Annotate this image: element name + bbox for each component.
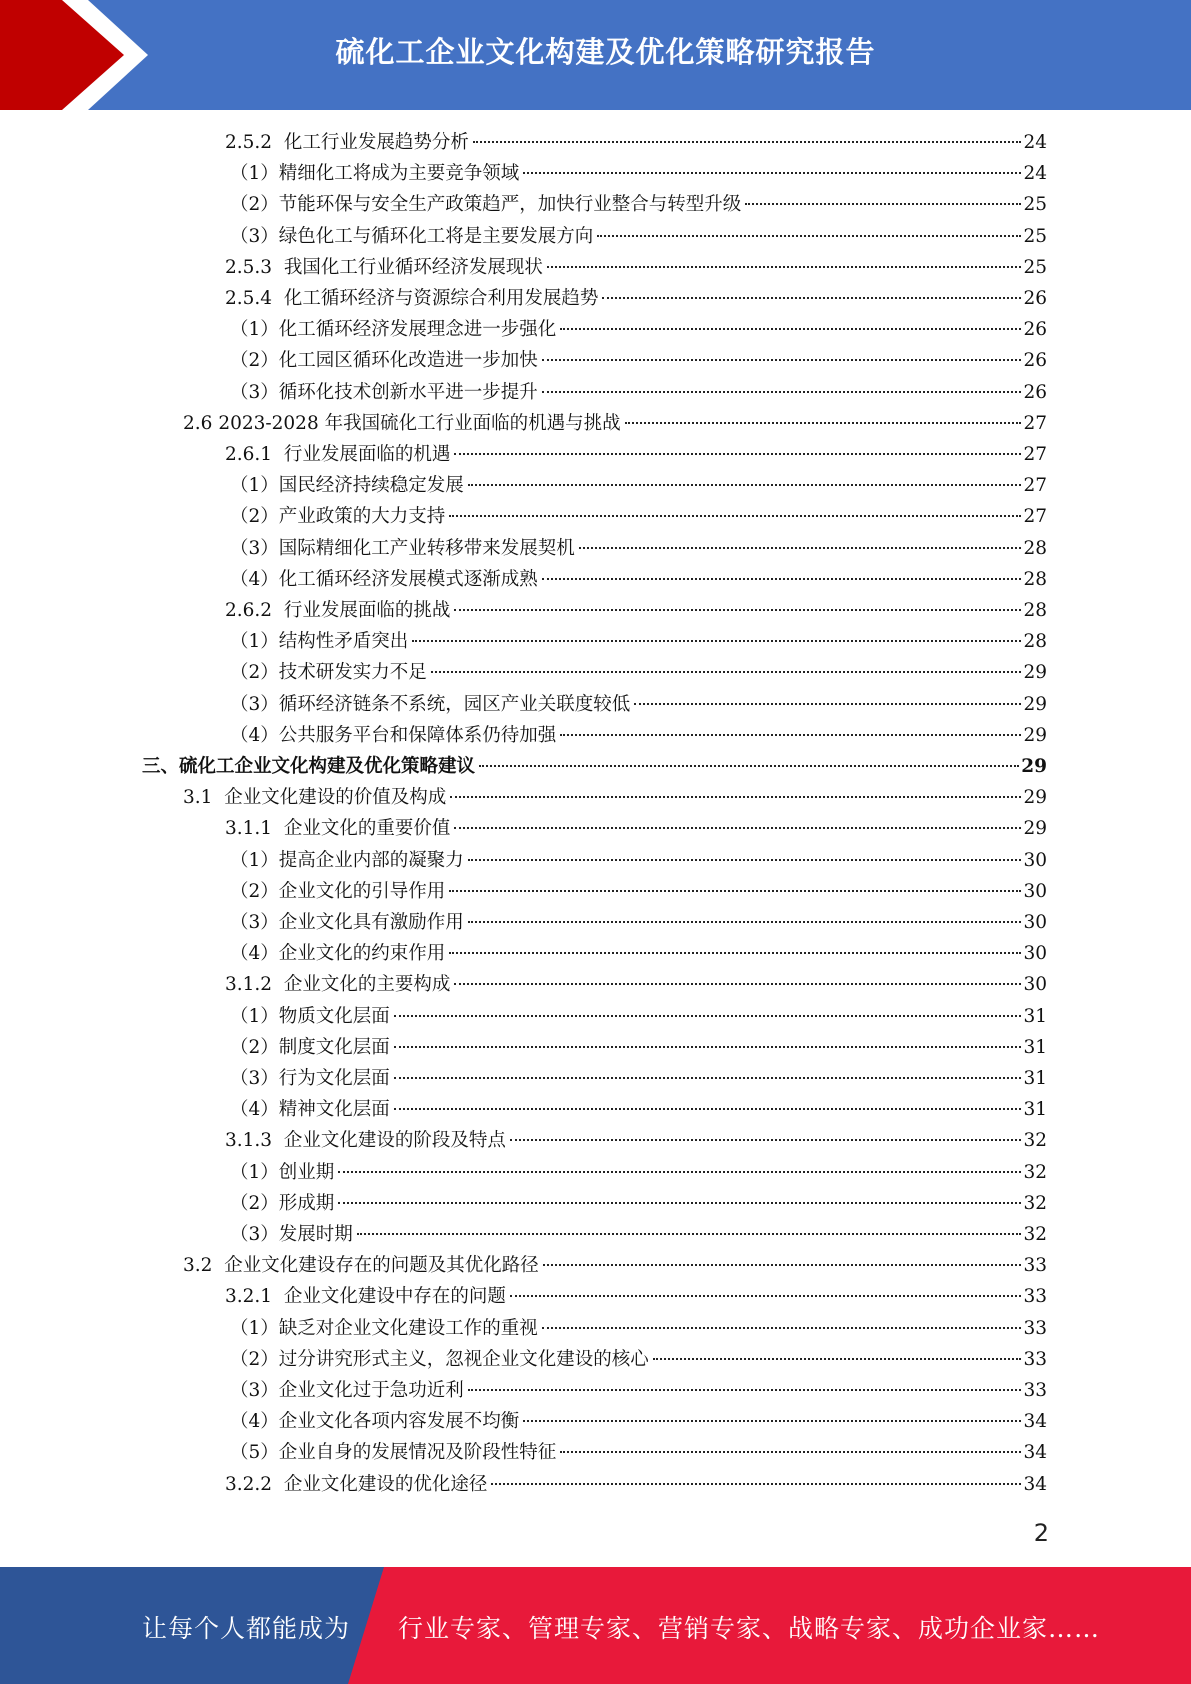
toc-entry[interactable] <box>225 252 1047 283</box>
toc-entry-title: 企业文化建设的价值及构成 <box>224 787 447 809</box>
toc-entry-title: 企业文化过于急功近利 <box>278 1380 464 1401</box>
toc-entry-page: 29 <box>1023 724 1047 746</box>
toc-entry-page: 33 <box>1023 1255 1047 1277</box>
toc-dot-leader <box>745 203 1021 205</box>
toc-entry-title: 精细化工将成为主要竞争领域 <box>278 163 520 185</box>
toc-entry[interactable] <box>225 1469 1047 1500</box>
toc-dot-leader <box>394 1046 1022 1048</box>
toc-entry-number: 2.6 <box>183 412 219 434</box>
toc-dot-leader <box>560 1451 1021 1453</box>
toc-entry[interactable] <box>225 1125 1047 1156</box>
toc-entry-title: 企业文化具有激励作用 <box>278 912 464 933</box>
toc-dot-leader <box>479 765 1019 767</box>
toc-dot-leader <box>394 1015 1022 1017</box>
toc-dot-leader <box>394 1108 1022 1110</box>
toc-entry[interactable] <box>230 1344 1047 1375</box>
toc-entry-number: （4） <box>230 1099 279 1121</box>
toc-entry-page: 29 <box>1023 818 1047 840</box>
toc-entry-title: 化工循环经济发展模式逐渐成熟 <box>278 568 538 590</box>
toc-entry-number: （3） <box>230 912 279 933</box>
toc-dot-leader <box>431 671 1022 673</box>
toc-entry-number: 3.1 <box>183 787 225 809</box>
toc-entry-number: （2） <box>230 1192 279 1214</box>
toc-entry-page: 31 <box>1023 1099 1047 1121</box>
toc-entry-title: 缺乏对企业文化建设工作的重视 <box>278 1317 538 1339</box>
toc-entry-title: 企业文化的重要价值 <box>283 818 451 840</box>
toc-dot-leader <box>542 391 1022 393</box>
toc-entry-number: （2） <box>230 1348 279 1370</box>
toc-dot-leader <box>473 141 1022 143</box>
toc-entry-page: 28 <box>1023 600 1047 621</box>
toc-entry-page: 28 <box>1023 631 1047 653</box>
toc-entry-number: 3.1.1 <box>225 818 284 840</box>
toc-entry-page: 24 <box>1023 132 1047 153</box>
toc-entry[interactable] <box>230 876 1047 907</box>
toc-entry-title: 化工循环经济与资源综合利用发展趋势 <box>283 288 599 309</box>
toc-dot-leader <box>357 1233 1022 1235</box>
toc-dot-leader <box>510 1139 1022 1141</box>
toc-dot-leader <box>543 1264 1022 1266</box>
toc-entry-page: 32 <box>1023 1224 1047 1245</box>
toc-entry[interactable] <box>230 907 1047 938</box>
toc-entry-number: 3.2.1 <box>225 1286 284 1308</box>
toc-entry[interactable] <box>230 1157 1047 1188</box>
toc-entry-page: 30 <box>1023 912 1047 933</box>
toc-entry-title: 企业自身的发展情况及阶段性特征 <box>278 1442 557 1464</box>
toc-dot-leader <box>542 359 1022 361</box>
toc-entry[interactable] <box>230 158 1047 189</box>
toc-entry-number: 三、 <box>142 756 180 777</box>
toc-entry-page: 31 <box>1023 1068 1047 1089</box>
toc-entry-page: 29 <box>1023 787 1047 809</box>
toc-entry-page: 31 <box>1023 1005 1047 1027</box>
toc-entry[interactable] <box>225 595 1047 626</box>
toc-dot-leader <box>547 266 1022 268</box>
toc-entry-page: 30 <box>1023 974 1047 996</box>
toc-entry-number: （3） <box>230 1380 279 1401</box>
toc-entry-title: 产业政策的大力支持 <box>278 506 446 528</box>
toc-entry[interactable] <box>183 408 1047 439</box>
toc-dot-leader <box>450 796 1021 798</box>
toc-dot-leader <box>412 640 1021 642</box>
toc-entry-number: （2） <box>230 506 279 528</box>
toc-dot-leader <box>510 1295 1022 1297</box>
toc-entry-number: 2.5.2 <box>225 132 284 153</box>
toc-entry-title: 化工园区循环化改造进一步加快 <box>278 350 538 372</box>
page-number: 2 <box>1033 1519 1049 1547</box>
toc-entry-page: 25 <box>1023 194 1047 216</box>
toc-entry[interactable] <box>225 283 1047 314</box>
toc-entry-number: 2.5.4 <box>225 288 284 309</box>
toc-entry-number: （4） <box>230 1411 279 1433</box>
toc-entry-page: 28 <box>1023 568 1047 590</box>
toc-dot-leader <box>602 297 1021 299</box>
toc-entry-number: （3） <box>230 1068 279 1089</box>
toc-dot-leader <box>338 1202 1021 1204</box>
toc-entry-number: （3） <box>230 381 279 403</box>
toc-entry-page: 29 <box>1023 662 1047 684</box>
toc-dot-leader <box>468 1389 1022 1391</box>
toc-entry-title: 精神文化层面 <box>278 1099 390 1121</box>
toc-entry-page: 33 <box>1023 1317 1047 1339</box>
toc-entry-page: 27 <box>1023 412 1047 434</box>
toc-entry[interactable] <box>230 564 1047 595</box>
toc-entry-title: 结构性矛盾突出 <box>278 631 409 653</box>
toc-dot-leader <box>454 827 1021 829</box>
toc-entry-number: （2） <box>230 1036 279 1058</box>
toc-entry-page: 30 <box>1023 943 1047 965</box>
toc-entry-page: 33 <box>1023 1348 1047 1370</box>
toc-entry[interactable] <box>225 127 1047 158</box>
toc-dot-leader <box>468 921 1022 923</box>
toc-entry-title: 过分讲究形式主义，忽视企业文化建设的核心 <box>278 1348 649 1370</box>
toc-dot-leader <box>449 515 1021 517</box>
toc-entry-page: 34 <box>1023 1411 1047 1433</box>
toc-entry-page: 25 <box>1023 225 1047 247</box>
toc-entry-number: 2.6.1 <box>225 444 284 465</box>
toc-entry[interactable] <box>230 626 1047 657</box>
toc-entry-title: 行业发展面临的机遇 <box>283 444 451 465</box>
toc-entry-title: 形成期 <box>278 1192 335 1214</box>
toc-entry-number: （4） <box>230 943 279 965</box>
toc-entry-page: 32 <box>1023 1192 1047 1214</box>
toc-entry-title: 企业文化的主要构成 <box>283 974 451 996</box>
footer-slogan-left: 让每个人都能成为 <box>142 1614 351 1643</box>
toc-entry[interactable] <box>230 221 1047 252</box>
toc-entry-number: 3.2 <box>183 1255 225 1277</box>
toc-entry-title: 企业文化建设的优化途径 <box>283 1473 488 1495</box>
toc-entry-title: 化工循环经济发展理念进一步强化 <box>278 319 557 341</box>
toc-entry-page: 26 <box>1023 350 1047 372</box>
toc-entry[interactable] <box>183 782 1047 813</box>
toc-entry[interactable] <box>230 1001 1047 1032</box>
toc-dot-leader <box>449 890 1021 892</box>
toc-entry-title: 循环化技术创新水平进一步提升 <box>278 381 538 403</box>
toc-entry[interactable] <box>225 439 1047 470</box>
toc-dot-leader <box>338 1171 1021 1173</box>
toc-dot-leader <box>634 703 1021 705</box>
toc-entry-page: 30 <box>1023 849 1047 871</box>
toc-entry-title: 提高企业内部的凝聚力 <box>278 849 464 871</box>
toc-entry-page: 27 <box>1023 444 1047 465</box>
toc-entry-number: （5） <box>230 1442 279 1464</box>
toc-entry-page: 28 <box>1023 537 1047 559</box>
toc-dot-leader <box>491 1483 1021 1485</box>
toc-dot-leader <box>454 453 1021 455</box>
toc-entry-page: 32 <box>1023 1161 1047 1183</box>
toc-entry-title: 2023-2028 年我国硫化工行业面临的机遇与挑战 <box>218 412 621 434</box>
toc-entry[interactable] <box>230 1219 1047 1250</box>
toc-entry[interactable] <box>230 657 1047 688</box>
toc-dot-leader <box>560 734 1021 736</box>
toc-entry-number: （1） <box>230 1161 279 1183</box>
toc-entry[interactable] <box>230 720 1047 751</box>
toc-entry-number: （1） <box>230 849 279 871</box>
toc-dot-leader <box>542 578 1022 580</box>
toc-entry-number: 3.2.2 <box>225 1473 284 1495</box>
toc-entry[interactable] <box>230 470 1047 501</box>
toc-entry-title: 公共服务平台和保障体系仍待加强 <box>278 724 557 746</box>
toc-entry-number: （1） <box>230 1005 279 1027</box>
toc-entry[interactable] <box>230 1375 1047 1406</box>
toc-entry[interactable] <box>230 377 1047 408</box>
toc-entry-page: 32 <box>1023 1130 1047 1152</box>
toc-entry-page: 29 <box>1021 756 1047 777</box>
toc-entry[interactable] <box>230 845 1047 876</box>
toc-entry-title: 创业期 <box>278 1161 335 1183</box>
toc-entry[interactable] <box>230 1063 1047 1094</box>
toc-entry[interactable] <box>230 1094 1047 1125</box>
toc-entry[interactable] <box>225 1281 1047 1312</box>
toc-entry-title: 行业发展面临的挑战 <box>283 600 451 621</box>
toc-entry-page: 31 <box>1023 1036 1047 1058</box>
footer-slogan-right: 行业专家、管理专家、营销专家、战略专家、成功企业家…… <box>398 1614 1101 1643</box>
toc-dot-leader <box>597 235 1021 237</box>
toc-dot-leader <box>653 1358 1022 1360</box>
toc-entry-title: 物质文化层面 <box>278 1005 390 1027</box>
page-footer <box>0 1567 1191 1684</box>
toc-entry[interactable] <box>230 938 1047 969</box>
toc-entry-title: 行为文化层面 <box>278 1068 390 1089</box>
toc-entry-page: 33 <box>1023 1286 1047 1308</box>
toc-dot-leader <box>542 1327 1022 1329</box>
toc-entry-number: 3.1.2 <box>225 974 284 996</box>
toc-entry-number: （3） <box>230 225 279 247</box>
toc-entry-number: 3.1.3 <box>225 1130 284 1152</box>
toc-entry-page: 33 <box>1023 1380 1047 1401</box>
toc-entry[interactable] <box>230 1032 1047 1063</box>
toc-dot-leader <box>468 859 1022 861</box>
toc-entry-title: 企业文化各项内容发展不均衡 <box>278 1411 520 1433</box>
toc-entry-title: 节能环保与安全生产政策趋严，加快行业整合与转型升级 <box>278 194 742 216</box>
toc-entry-number: （1） <box>230 1317 279 1339</box>
toc-entry-number: （3） <box>230 693 279 715</box>
toc-dot-leader <box>523 1420 1021 1422</box>
toc-entry-number: （4） <box>230 724 279 746</box>
toc-entry-title: 企业文化的约束作用 <box>278 943 446 965</box>
toc-entry-title: 化工行业发展趋势分析 <box>283 132 469 153</box>
document-title: 硫化工企业文化构建及优化策略研究报告 <box>335 35 876 69</box>
toc-entry-title: 循环经济链条不系统，园区产业关联度较低 <box>278 693 631 715</box>
toc-entry-title: 企业文化建设中存在的问题 <box>283 1286 506 1308</box>
toc-entry-title: 制度文化层面 <box>278 1036 390 1058</box>
toc-entry-number: （4） <box>230 568 279 590</box>
toc-entry-title: 硫化工企业文化构建及优化策略建议 <box>179 756 476 777</box>
toc-dot-leader <box>560 328 1021 330</box>
toc-entry-title: 企业文化建设的阶段及特点 <box>283 1130 506 1152</box>
toc-entry[interactable] <box>183 1250 1047 1281</box>
toc-entry-title: 企业文化的引导作用 <box>278 880 446 902</box>
toc-entry-page: 26 <box>1023 319 1047 341</box>
toc-entry-number: （1） <box>230 163 279 185</box>
toc-entry-title: 国际精细化工产业转移带来发展契机 <box>278 537 575 559</box>
toc-dot-leader <box>523 172 1021 174</box>
toc-entry-page: 34 <box>1023 1442 1047 1464</box>
toc-dot-leader <box>454 983 1021 985</box>
toc-entry-page: 27 <box>1023 506 1047 528</box>
toc-entry-page: 25 <box>1023 256 1047 278</box>
toc-entry-page: 29 <box>1023 693 1047 715</box>
toc-entry[interactable] <box>230 501 1047 532</box>
toc-entry[interactable] <box>230 1406 1047 1437</box>
toc-entry-page: 30 <box>1023 880 1047 902</box>
toc-entry-title: 发展时期 <box>278 1224 353 1245</box>
toc-entry-number: （2） <box>230 662 279 684</box>
toc-entry-title: 我国化工行业循环经济发展现状 <box>283 256 543 278</box>
toc-dot-leader <box>394 1077 1022 1079</box>
toc-entry[interactable] <box>230 533 1047 564</box>
toc-entry-number: （1） <box>230 475 279 497</box>
toc-entry[interactable] <box>230 1437 1047 1468</box>
toc-entry-number: 2.5.3 <box>225 256 284 278</box>
toc-entry-number: （3） <box>230 1224 279 1245</box>
toc-dot-leader <box>449 952 1021 954</box>
toc-entry-number: （1） <box>230 631 279 653</box>
toc-entry-title: 企业文化建设存在的问题及其优化路径 <box>224 1255 539 1277</box>
toc-entry-number: 2.6.2 <box>225 600 284 621</box>
toc-entry-number: （2） <box>230 880 279 902</box>
toc-entry[interactable] <box>230 345 1047 376</box>
toc-entry[interactable] <box>225 813 1047 844</box>
toc-entry-page: 26 <box>1023 288 1047 309</box>
toc-entry[interactable] <box>230 189 1047 220</box>
toc-entry[interactable] <box>230 1313 1047 1344</box>
toc-entry-title: 国民经济持续稳定发展 <box>278 475 464 497</box>
toc-entry-title: 技术研发实力不足 <box>278 662 427 684</box>
toc-entry[interactable] <box>225 969 1047 1000</box>
toc-entry[interactable] <box>230 689 1047 720</box>
toc-entry-title: 绿色化工与循环化工将是主要发展方向 <box>278 225 594 247</box>
toc-entry-number: （2） <box>230 350 279 372</box>
toc-dot-leader <box>579 547 1022 549</box>
toc-entry-page: 27 <box>1023 475 1047 497</box>
toc-entry-page: 24 <box>1023 163 1047 185</box>
toc-entry-number: （1） <box>230 319 279 341</box>
toc-dot-leader <box>468 484 1022 486</box>
toc-entry[interactable] <box>142 751 1047 782</box>
toc-entry-page: 26 <box>1023 381 1047 403</box>
toc-entry-page: 34 <box>1023 1473 1047 1495</box>
toc-dot-leader <box>625 422 1022 424</box>
page-header <box>0 0 1191 110</box>
toc-entry-number: （2） <box>230 194 279 216</box>
toc-entry[interactable] <box>230 314 1047 345</box>
toc-dot-leader <box>454 609 1021 611</box>
toc-entry-number: （3） <box>230 537 279 559</box>
toc-entry[interactable] <box>230 1188 1047 1219</box>
